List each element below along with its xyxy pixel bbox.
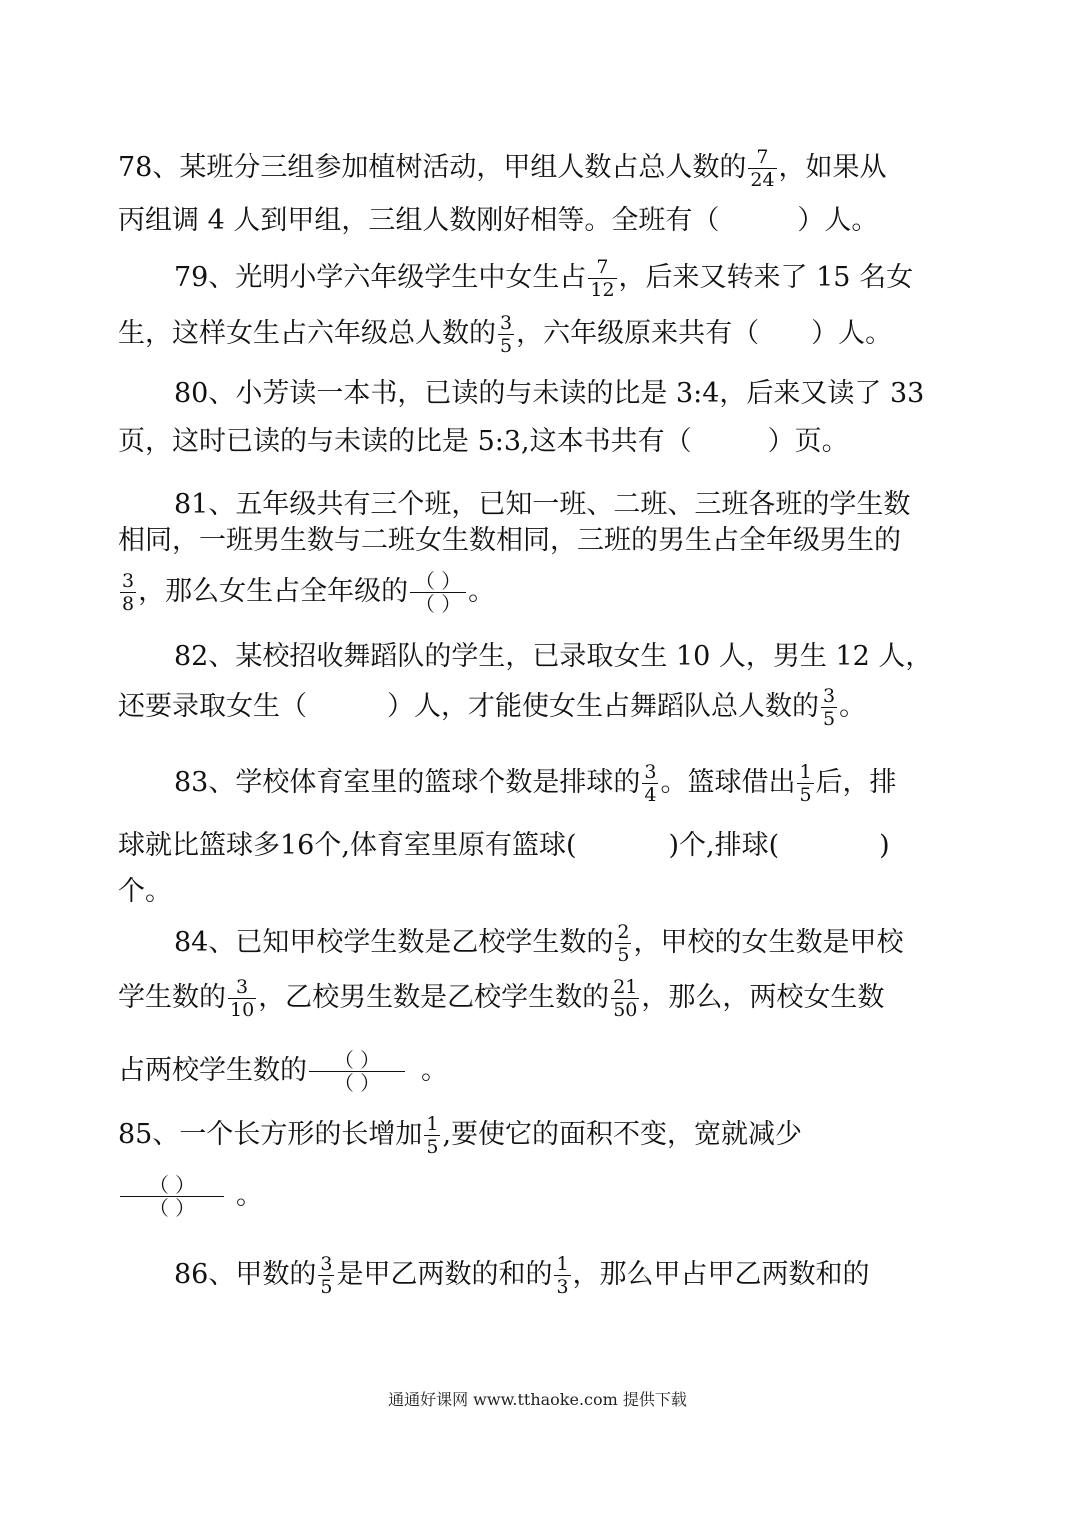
problem-81-line-1 xyxy=(174,485,958,525)
text: 球就比篮球多16个,体育室里原有篮球( xyxy=(118,830,577,861)
text: ,要使它的面积不变，宽就减少 xyxy=(442,1119,803,1150)
problem-84-line-1 xyxy=(174,921,958,966)
numerator: 7 xyxy=(588,256,616,279)
text: 。 xyxy=(468,576,496,607)
text: ，如果从 xyxy=(778,152,887,183)
blank-fraction xyxy=(410,570,466,615)
numerator: 1 xyxy=(556,1253,569,1275)
text: 78、某班分三组参加植树活动，甲组人数占总人数的 xyxy=(118,152,747,183)
numerator: 3 xyxy=(500,312,513,334)
text: 占两校学生数的 xyxy=(118,1055,307,1086)
text: ，乙校男生数是乙校学生数的 xyxy=(258,982,610,1013)
problem-79-line-1 xyxy=(174,256,958,301)
numerator-blank: （ ） xyxy=(120,1174,224,1197)
blank-fraction xyxy=(309,1049,405,1094)
denominator: 3 xyxy=(556,1276,569,1298)
denominator: 50 xyxy=(613,999,638,1021)
numerator: 3 xyxy=(320,1253,333,1275)
problem-81-line-3 xyxy=(118,570,958,615)
numerator: 3 xyxy=(228,976,256,999)
text: ，那么女生占全年级的 xyxy=(138,576,409,607)
text: 相同，一班男生数与二班女生数相同，三班的男生占全年级男生的 xyxy=(118,525,901,556)
denominator: 10 xyxy=(230,999,255,1021)
numerator: 3 xyxy=(644,761,657,783)
problem-80-line-2 xyxy=(118,422,958,462)
denominator-blank: （ ） xyxy=(148,1196,196,1220)
problem-82-line-1 xyxy=(174,637,958,677)
denominator: 5 xyxy=(500,335,513,357)
blank-fraction xyxy=(120,1174,224,1219)
text: 86、甲数的 xyxy=(174,1259,317,1290)
text: ）人，才能使女生占舞蹈队总人数的 xyxy=(387,691,819,722)
fraction xyxy=(611,976,639,1021)
problem-83-line-1 xyxy=(174,761,958,806)
problem-81-line-2 xyxy=(118,521,958,561)
text: ）页。 xyxy=(767,426,849,457)
numerator: 3 xyxy=(823,685,836,707)
text: 85、一个长方形的长增加 xyxy=(118,1119,423,1150)
denominator: 24 xyxy=(750,169,775,191)
problem-80-line-1 xyxy=(174,374,958,414)
numerator: 21 xyxy=(613,976,638,998)
denominator: 4 xyxy=(644,784,657,806)
text: 80、小芳读一本书，已读的与未读的比是 3:4，后来又读了 33 xyxy=(174,378,925,409)
denominator: 5 xyxy=(799,784,812,806)
problem-79-line-2 xyxy=(118,312,958,357)
numerator: 1 xyxy=(799,761,812,783)
text: 后，排 xyxy=(815,767,897,798)
fraction xyxy=(424,1113,440,1158)
text: ）人。 xyxy=(811,318,893,349)
numerator: 3 xyxy=(122,570,135,592)
problem-83-line-3 xyxy=(118,872,958,912)
problem-86-line-1 xyxy=(174,1253,958,1298)
text: ，后来又转来了 15 名女 xyxy=(618,262,914,293)
text: ）人。 xyxy=(797,205,879,236)
denominator: 8 xyxy=(122,593,135,615)
text: 生，这样女生占六年级总人数的 xyxy=(118,318,496,349)
text: ，六年级原来共有（ xyxy=(516,318,760,349)
fraction xyxy=(821,685,837,730)
problem-84-line-2 xyxy=(118,976,958,1021)
text: 81、五年级共有三个班，已知一班、二班、三班各班的学生数 xyxy=(174,489,911,520)
text: )个,排球( xyxy=(668,830,780,861)
problem-82-line-2 xyxy=(118,685,958,730)
text: ) xyxy=(879,830,890,861)
text: 84、已知甲校学生数是乙校学生数的 xyxy=(174,927,614,958)
fraction xyxy=(588,256,616,301)
problem-83-line-2 xyxy=(118,826,958,866)
text: ，那么甲占甲乙两数和的 xyxy=(572,1259,870,1290)
denominator: 5 xyxy=(823,708,836,730)
numerator-blank: （ ） xyxy=(309,1049,405,1072)
denominator-blank: （ ） xyxy=(333,1071,381,1095)
problem-85-line-2 xyxy=(118,1174,958,1219)
text: 页，这时已读的与未读的比是 5:3,这本书共有（ xyxy=(118,426,692,457)
text: 。 xyxy=(839,691,867,722)
fraction xyxy=(797,761,813,806)
denominator: 5 xyxy=(426,1136,439,1158)
fraction xyxy=(642,761,658,806)
denominator: 12 xyxy=(590,279,615,301)
text: 。 xyxy=(421,1055,448,1086)
fraction xyxy=(120,570,136,615)
text: 是甲乙两数的和的 xyxy=(336,1259,553,1290)
denominator: 5 xyxy=(617,944,630,966)
text: ，那么，两校女生数 xyxy=(641,982,885,1013)
problem-85-line-1 xyxy=(118,1113,958,1158)
numerator: 2 xyxy=(617,921,630,943)
fraction xyxy=(318,1253,334,1298)
numerator-blank: （ ） xyxy=(410,570,466,593)
denominator: 5 xyxy=(320,1276,333,1298)
fraction xyxy=(498,312,514,357)
text: 个。 xyxy=(118,876,172,907)
problem-84-line-3 xyxy=(118,1049,958,1094)
numerator: 1 xyxy=(426,1113,439,1135)
problem-78-line-1 xyxy=(118,146,958,191)
fraction xyxy=(615,921,631,966)
text: 82、某校招收舞蹈队的学生，已录取女生 10 人，男生 12 人， xyxy=(174,641,933,672)
text: 。篮球借出 xyxy=(660,767,796,798)
problem-78-line-2 xyxy=(118,201,958,241)
fraction xyxy=(228,976,256,1021)
text: 83、学校体育室里的篮球个数是排球的 xyxy=(174,767,641,798)
text: 丙组调 4 人到甲组，三组人数刚好相等。全班有（ xyxy=(118,205,720,236)
numerator: 7 xyxy=(748,146,776,169)
denominator-blank: （ ） xyxy=(414,592,462,616)
text: 。 xyxy=(236,1180,263,1211)
fraction xyxy=(554,1253,570,1298)
text: 还要录取女生（ xyxy=(118,691,307,722)
text: 学生数的 xyxy=(118,982,226,1013)
page-footer: 通通好课网 www.tthaoke.com 提供下载 xyxy=(388,1390,687,1409)
text: 79、光明小学六年级学生中女生占 xyxy=(174,262,587,293)
fraction xyxy=(748,146,776,191)
text: ，甲校的女生数是甲校 xyxy=(633,927,904,958)
